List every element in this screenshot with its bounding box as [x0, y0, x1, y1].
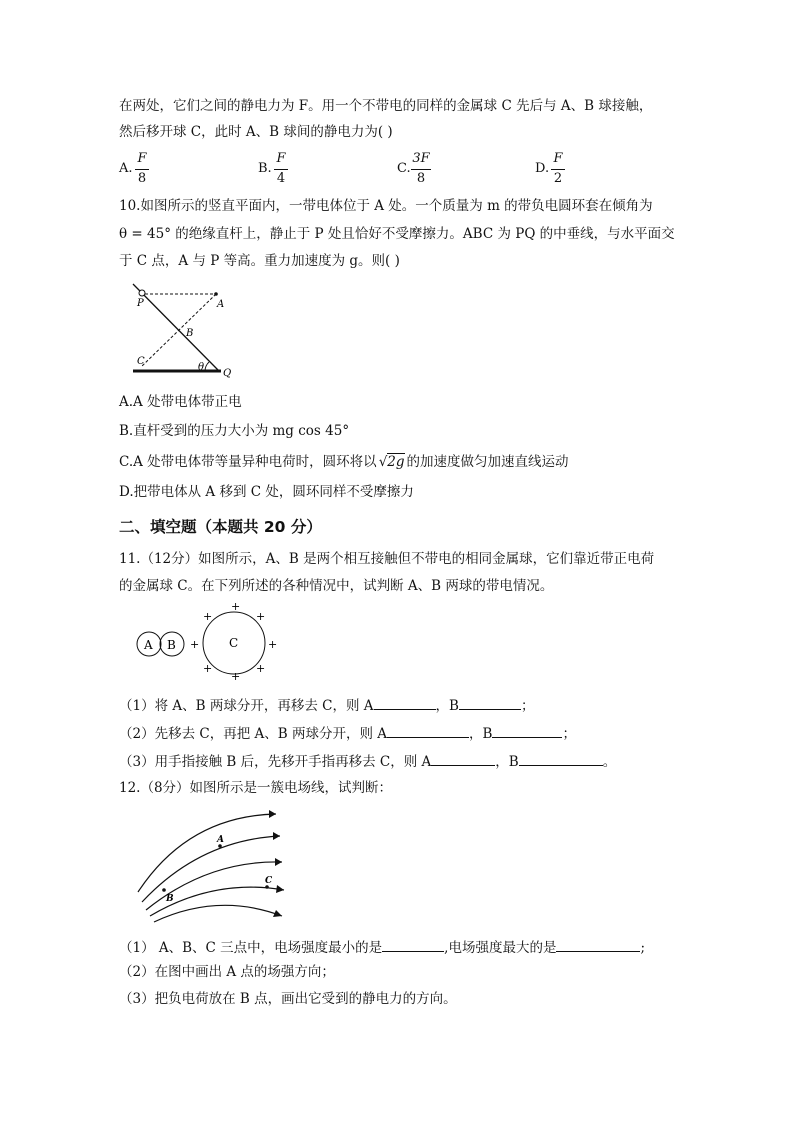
fraction-denominator: 8: [137, 171, 147, 186]
q11-sub-1: [119, 695, 534, 715]
option-label: C.: [397, 161, 411, 176]
q12-sub-2: （2）在图中画出 A 点的场强方向；: [119, 964, 335, 980]
option-c-text-start: C.A 处带电体带等量异种电荷时，圆环将以: [119, 454, 377, 470]
q11-sub-3-end: 。: [602, 754, 617, 770]
plus-sign: +: [203, 610, 213, 623]
q12-sub-1-end: ;: [640, 940, 646, 956]
plus-sign: +: [256, 662, 266, 675]
q10-option-b[interactable]: B.直杆受到的压力大小为 mg cos 45°: [119, 423, 350, 439]
q11-sub-3-text: （3）用手指接触 B 后，先移开手指再移去 C，则 A: [119, 754, 432, 770]
answer-blank-min[interactable]: [382, 937, 444, 952]
q12-line-1: 12.（8分）如图所示是一簇电场线，试判断：: [119, 780, 393, 796]
sqrt-expression: √2g: [378, 454, 405, 470]
q9-line-2: 然后移开球 C，此时 A、B 球间的静电力为( ): [119, 124, 393, 140]
plus-sign: +: [203, 662, 213, 675]
option-label: B.: [258, 161, 272, 176]
label-a: A: [217, 299, 225, 310]
answer-blank-max[interactable]: [556, 937, 640, 952]
arrowhead-icon: [269, 810, 276, 818]
q12-sub-1: [119, 937, 645, 957]
fraction-bar: [551, 169, 565, 170]
plus-sign: +: [231, 602, 241, 613]
field-line: [138, 814, 276, 892]
arrowhead-icon: [276, 885, 284, 893]
q11-sub-3: [119, 751, 616, 771]
field-line: [154, 905, 282, 922]
q11-sub-3-mid: ，B: [495, 754, 519, 770]
q10-option-a[interactable]: A.A 处带电体带正电: [119, 394, 242, 410]
answer-blank-b[interactable]: [459, 695, 521, 710]
option-label: D.: [535, 161, 550, 176]
fraction-denominator: 4: [276, 171, 286, 186]
point-b-dot: [162, 888, 166, 892]
answer-blank-a[interactable]: [387, 723, 469, 738]
plus-sign: +: [190, 638, 200, 651]
q12-field-lines-figure: [134, 806, 290, 930]
q10-line-1: 10.如图所示的竖直平面内，一带电体位于 A 处。一个质量为 m 的带负电圆环套在倾角为: [119, 198, 653, 214]
q11-line-2: 的金属球 C。在下列所述的各种情况中，试判断 A、B 两球的带电情况。: [119, 578, 554, 594]
incline-rod: [133, 284, 218, 370]
answer-blank-b[interactable]: [519, 751, 603, 766]
q9-line-1: 在两处，它们之间的静电力为 F。用一个不带电的同样的金属球 C 先后与 A、B 球接触，: [119, 98, 653, 114]
fraction-denominator: 2: [553, 171, 563, 186]
label-c: C: [265, 876, 273, 886]
q10-line-3: 于 C 点，A 与 P 等高。重力加速度为 g。则( ): [119, 253, 400, 269]
q10-line-2: θ = 45° 的绝缘直杆上，静止于 P 处且恰好不受摩擦力。ABC 为 PQ 的中垂线，与水平面交: [119, 226, 675, 242]
option-label: A.: [119, 161, 133, 176]
label-c: C: [229, 636, 239, 650]
charge-dot-icon: [214, 292, 218, 296]
label-a: A: [144, 638, 153, 652]
q11-sub-2-text: （2）先移去 C，再把 A、B 两球分开，则 A: [119, 726, 388, 742]
fraction-denominator: 8: [416, 171, 426, 186]
fraction-numerator: F: [553, 151, 563, 166]
q11-sub-2: [119, 723, 576, 743]
answer-blank-a[interactable]: [374, 695, 436, 710]
q11-sub-2-end: ；: [562, 726, 576, 742]
fraction-numerator: 3F: [412, 151, 430, 166]
section-heading: 二、填空题（本题共 20 分）: [119, 518, 322, 536]
q11-sub-1-mid: ，B: [435, 698, 459, 714]
label-b: B: [186, 328, 194, 339]
label-q: Q: [223, 368, 232, 379]
fraction-numerator: F: [276, 151, 286, 166]
label-c: C: [137, 356, 145, 367]
q11-sub-2-mid: ，B: [469, 726, 493, 742]
arrowhead-icon: [275, 858, 282, 866]
q12-sub-1-text: （1） A、B、C 三点中，电场强度最小的是: [119, 940, 383, 956]
label-b: B: [166, 894, 174, 904]
ring-icon: [139, 290, 145, 296]
q10-option-d[interactable]: D.把带电体从 A 移到 C 处，圆环同样不受摩擦力: [119, 484, 414, 500]
plus-sign: +: [268, 638, 278, 651]
q11-line-1: 11.（12分）如图所示，A、B 是两个相互接触但不带电的相同金属球，它们靠近带正电荷: [119, 551, 655, 567]
field-line: [142, 836, 280, 902]
q11-sub-1-end: ；: [520, 698, 535, 714]
label-b: B: [167, 638, 176, 652]
answer-blank-b[interactable]: [492, 723, 562, 738]
label-p: P: [137, 298, 144, 309]
sqrt-radicand: 2g: [387, 454, 405, 470]
label-a: A: [217, 835, 224, 845]
q12-sub-1-mid: ,电场强度最大的是: [444, 940, 557, 956]
answer-blank-a[interactable]: [431, 751, 495, 766]
fraction-bar: [135, 169, 149, 170]
fraction-numerator: F: [137, 151, 147, 166]
arrowhead-icon: [273, 832, 280, 840]
label-theta: θ: [198, 362, 205, 373]
option-c-text-end: 的加速度做匀加速直线运动: [406, 454, 569, 470]
q10-incline-figure: [125, 278, 245, 380]
plus-sign: +: [256, 610, 266, 623]
q10-option-c[interactable]: [119, 453, 569, 471]
plus-sign: +: [231, 670, 241, 680]
fraction-bar: [411, 169, 431, 170]
q11-spheres-figure: [132, 602, 282, 680]
fraction-bar: [274, 169, 288, 170]
q11-sub-1-text: （1）将 A、B 两球分开，再移去 C，则 A: [119, 698, 374, 714]
q12-sub-3: （3）把负电荷放在 B 点，画出它受到的静电力的方向。: [119, 991, 457, 1007]
